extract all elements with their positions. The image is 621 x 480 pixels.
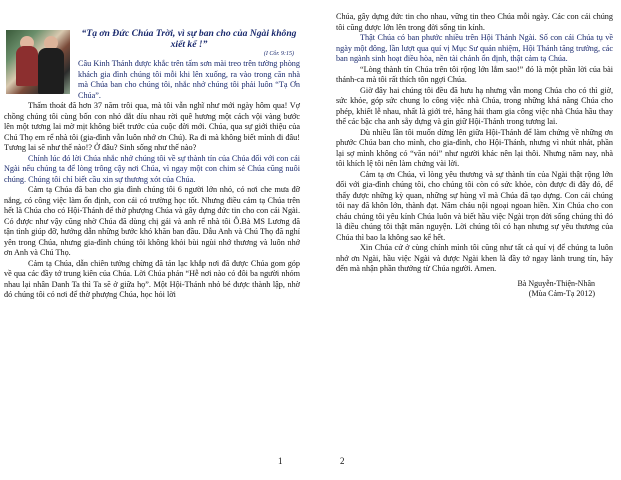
article-title: “Tạ ơn Đức Chúa Trời, vì sự ban cho của Ngài không xiết kể !”: [81, 28, 297, 50]
right-paragraph-6: Cảm tạ ơn Chúa, vì lòng yêu thương và sự thành tín của Ngài thật rộng lớn đối với gia-đình chúng tôi, cho chúng tôi còn có sức khỏe, còn được đi đây đó, để thấy được những kỳ quan, những sự hùng vĩ mà Chúa đã tạo dựng. Con cái chúng tôi nay đã khôn lớn, thành đạt. Năm cháu nội ngoại ngoan hiền. Xin Chúa cho con cháu chúng tôi yêu kính Chúa luôn và biết hầu việc Ngài trọn đời sống chúng thì đó là điều chúng tôi thật mãn nguyện. Lời chúng tôi có hạn nhưng sự yêu thương của Chúa thì bao la không sao kể hết.: [336, 169, 613, 242]
scripture-reference: (I Côr. 9:15): [263, 51, 294, 57]
signature-date: (Mùa Cảm-Tạ 2012): [528, 288, 595, 298]
left-paragraph-5: Cảm tạ Chúa, dẫn chiên tưởng chừng đã tản lạc khắp nơi đã được Chúa gom góp về qua các đầy tớ trung kiên của Chúa. Lời Chúa phán “Hễ nơi nào có đôi ba người nhóm nhau lại nhân Danh Ta thì Ta sẽ ở giữa họ”. Một Hội-Thánh nhỏ bé được thành lập, nhờ đó chúng tôi có nơi để thờ phượng Chúa, học hỏi lời: [4, 258, 300, 299]
right-paragraph-1: Chúa, gây dựng đức tin cho nhau, vững tin theo Chúa mỗi ngày. Các con cái chúng tôi cũng được lớn lên trong đời sống tin kính.: [336, 12, 613, 32]
left-paragraph-3: Chính lúc đó lời Chúa nhắc nhở chúng tôi về sự thành tín của Chúa đối với con cái Ngài nếu chúng ta để lòng trông cậy nơi Chúa, vì ngay một con chim sẻ Chúa cũng nuôi chúng. Chúng tôi chỉ biết cầu xin sự thương xót của Chúa.: [4, 153, 300, 184]
couple-photo: [6, 30, 70, 94]
right-page: [312, 0, 621, 480]
right-paragraph-4: Giờ đây hai chúng tôi đều đã hưu hạ nhưng vẫn mong Chúa cho có thì giờ, sức khỏe, góp sức chung lo công việc nhà Chúa, trong những khả năng Chúa cho phép, khiết lễ nhau, nhất là giới trẻ, hăng hái tham gia công việc nhà Chúa hầu thay thế các bậc cha anh sẵy dựng và gìn giữ Hội-Thánh trong tương lai.: [336, 85, 613, 126]
right-paragraph-7: Xin Chúa cứ ở cùng chính mình tôi cũng như tất cả quí vị để chúng ta luôn nhớ ơn Ngài, hầu việc Ngài và được Ngài khen là đầy tớ ngay lành trung tín, hãy đến mà nhận phần thưởng từ Chúa người. Amen.: [336, 243, 613, 273]
left-paragraph-1: Câu Kinh Thánh được khắc trên tấm sơn mài treo trên tường phòng khách gia đình chúng tôi mỗi khi lên xuống, ra vào trong căn nhà mà Chúa ban cho chúng tôi, nhắc nhở chúng tôi phải luôn “Tạ Ơn Chúa”.: [78, 59, 300, 100]
right-paragraph-2: Thật Chúa có ban phước nhiều trên Hội Thánh Ngài. Số con cái Chúa tụ về ngày một đông, lần lượt qua quí vị Mục Sư quản nhiệm, Hội Thánh tăng trưởng, các ban ngành sinh hoạt điều hòa, nền tài chánh ổn định, thật cảm tạ Chúa.: [336, 33, 613, 63]
right-paragraph-3: “Lòng thành tín Chúa trên tôi rộng lớn lắm sao!” đó là một phần lời của bài thánh-ca mà tôi rất thích tôn ngợi Chúa.: [336, 64, 613, 84]
page-number-right: 2: [340, 456, 345, 466]
left-paragraph-2: Thấm thoát đã hơn 37 năm trôi qua, mà tôi vẫn nghĩ như mới ngày hôm qua! Vợ chồng chúng tôi cùng bốn con nhỏ dắt díu nhau rời quê hương một cách vội vàng bước lên một tương lai mờ mịt không biết trước của cuộc đời mới. Chúa, qua sự giới thiệu của Chú Thọ em rể nhà tôi (gia-đình vẫn luôn nhớ ơn Chú). Ra đi mà không biết mình đi đâu! Tương lai sẽ như thế nào!? Ở đâu? Sinh sống như thế nào?: [4, 101, 300, 152]
author-signature: Bà Nguyễn-Thiện-Nhân: [517, 278, 595, 288]
right-paragraph-5: Dù nhiều lần tôi muốn dừng lên giữa Hội-Thánh để làm chứng về những ơn phước Chúa ban cho mình, cho gia-đình, cho Hội-Thánh, nhưng vì nhút nhát, phần lại sợ mình không có “văn nói” như người khác nên lại thôi. Nhưng năm nay, nhà tôi khích lệ tôi nên làm chứng vài lời.: [336, 127, 613, 168]
left-page: [0, 0, 310, 480]
page-number-left: 1: [278, 456, 283, 466]
left-paragraph-4: Cảm tạ Chúa đã ban cho gia đình chúng tôi 6 người lớn nhỏ, có nơi che mưa đỡ nắng, có công việc làm ổn định, con cái có trường học tốt. Nhưng điều cảm tạ Chúa trên hết là Chúa cho có Hội-Thánh để thờ phượng Chúa và gây dựng đức tin cho con cái Ngài. Có được như vậy cũng nhờ Chúa đã dùng chị gái và anh rể nhà tôi Ô.Bà MS Lương đã tận tình giúp đỡ, hướng dẫn những bước khó khăn ban đầu. Dẫu Anh và Chú Thọ đã nghỉ yên trong Chúa, nhưng gia-đình chúng tôi không khỏi bùi ngùi nhớ thương và luôn nhớ ơn Anh và Chú Thọ.: [4, 185, 300, 257]
